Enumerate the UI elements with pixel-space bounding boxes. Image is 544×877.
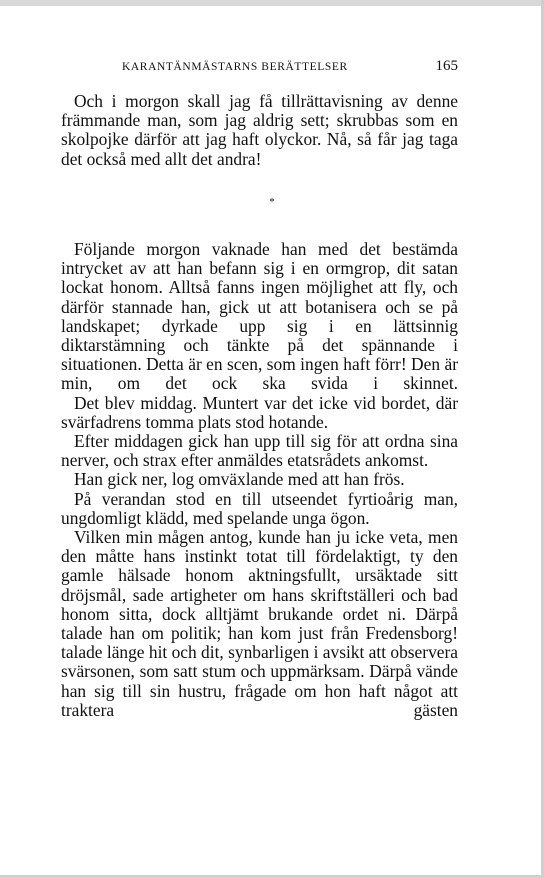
running-title: KARANTÄNMÄSTARNS BERÄTTELSER bbox=[122, 61, 348, 73]
scan-border-top bbox=[0, 0, 544, 6]
section-divider-asterisk: * bbox=[269, 196, 275, 208]
paragraph: På verandan stod en till utseendet fyrtioårig man, ungdomligt klädd, med spelande unga ögon. bbox=[61, 488, 458, 528]
text-block-2 bbox=[61, 240, 458, 720]
paragraph: Följande morgon vaknade han med det bestämda intrycket av att han befann sig i en ormgrop, dit satan lockat honom. Alltså fanns ingen möjlighet att fly, och därför stannade han, gick ut att botanisera och se på landskapet; dyrkade upp sig i en lättsinnig diktarstämning och tänkte på det spännande i situationen. Detta är en scen, som ingen haft förr! Den är min, om det ock ska svida i skinnet. bbox=[61, 239, 458, 394]
paragraph: Och i morgon skall jag få tillrättavisning av denne främmande man, som jag aldrig sett; skrubbas som en skolpojke därför att jag haft olyckor. Nå, så får jag taga det också med allt det andra! bbox=[61, 91, 458, 169]
paragraph: Han gick ner, log omväxlande med att han frös. bbox=[74, 469, 405, 490]
page-number: 165 bbox=[435, 58, 458, 74]
text-block-1 bbox=[61, 92, 458, 169]
paragraph: Efter middagen gick han upp till sig för att ordna sina nerver, och strax efter anmäldes etatsrådets ankomst. bbox=[61, 431, 458, 471]
paragraph: Det blev middag. Muntert var det icke vid bordet, där svärfadrens tomma plats stod hotande. bbox=[61, 392, 458, 432]
paragraph: Vilken min mågen antog, kunde han ju icke veta, men den måtte hans instinkt totat till fördelaktigt, ty den gamle hälsade honom aktningsfullt, ursäktade sitt dröjsmål, sade artigheter om hans skriftställeri och bad honom sitta, dock alltjämt brukande ordet ni. Därpå talade han om politik; han kom just från Fredensborg! talade länge hit och dit, synbarligen i avsikt att observera svärsonen, som satt stum och uppmärksam. Därpå vände han sig till sin hustru, frågade om hon haft något att traktera gästen bbox=[61, 527, 458, 720]
